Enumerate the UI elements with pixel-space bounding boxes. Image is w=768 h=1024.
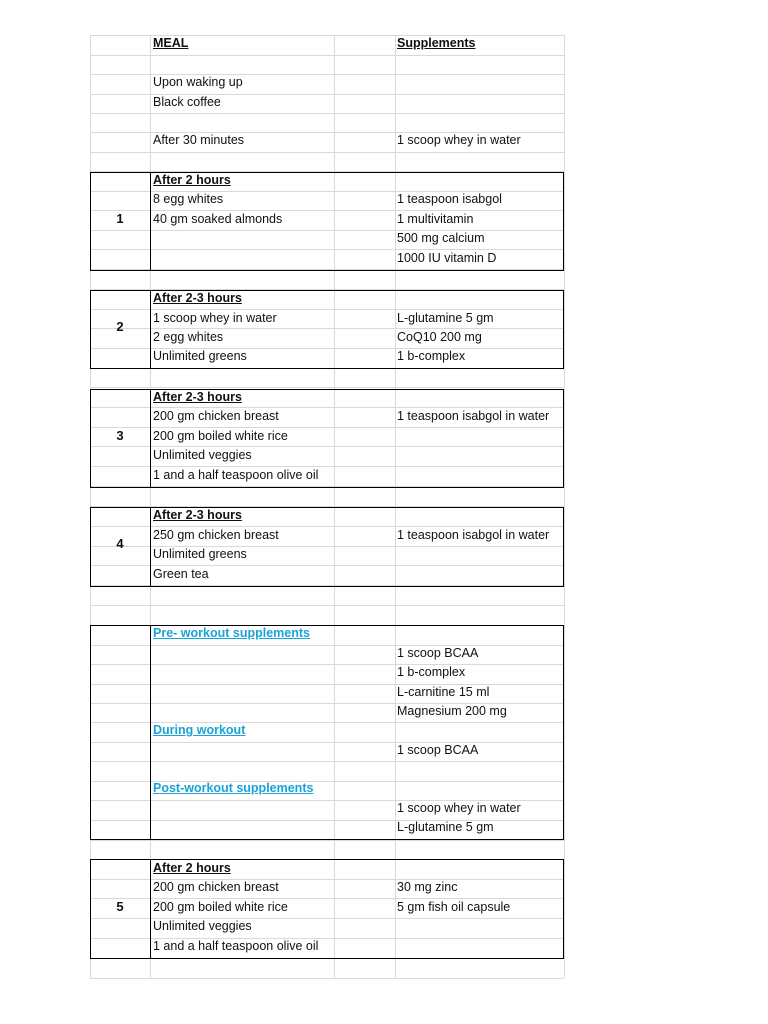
supplements-column-header: Supplements <box>397 36 476 50</box>
supplement-item: 1 b-complex <box>397 349 466 363</box>
meal-item: 1 and a half teaspoon olive oil <box>153 468 319 482</box>
supplement-item: 1 scoop BCAA <box>397 743 479 757</box>
meal-block-divider <box>150 290 151 369</box>
supplement-item: L-glutamine 5 gm <box>397 311 494 325</box>
supplement-item: 1 b-complex <box>397 665 466 679</box>
meal-block-divider <box>150 389 151 488</box>
supplement-item: 1 scoop BCAA <box>397 646 479 660</box>
meal-number: 1 <box>116 211 124 226</box>
meal-item: Unlimited veggies <box>153 919 252 933</box>
post-workout-heading: Post-workout supplements <box>153 781 314 795</box>
supplement-item: 1 teaspoon isabgol <box>397 192 502 206</box>
supplement-item: 1000 IU vitamin D <box>397 251 497 265</box>
meal-item: Unlimited greens <box>153 547 247 561</box>
supplement-item: 1 teaspoon isabgol in water <box>397 528 550 542</box>
meal-item: 1 and a half teaspoon olive oil <box>153 939 319 953</box>
meal-heading: After 2-3 hours <box>153 508 242 522</box>
meal-item: 200 gm boiled white rice <box>153 429 288 443</box>
meal-number: 5 <box>116 899 124 914</box>
grid-row-line <box>90 152 564 153</box>
supplement-item: 30 mg zinc <box>397 880 458 894</box>
grid-row-line <box>90 840 564 841</box>
meal-item: 200 gm chicken breast <box>153 880 279 894</box>
meal-item: 40 gm soaked almonds <box>153 212 283 226</box>
supplement-item: 500 mg calcium <box>397 231 485 245</box>
meal-number: 4 <box>116 536 124 551</box>
supplement-item: 1 teaspoon isabgol in water <box>397 409 550 423</box>
intro-supplement-text: 1 scoop whey in water <box>397 133 521 147</box>
meal-number: 3 <box>116 428 124 443</box>
meal-heading: After 2 hours <box>153 173 231 187</box>
meal-item: 250 gm chicken breast <box>153 528 279 542</box>
meal-heading: After 2-3 hours <box>153 390 242 404</box>
meal-item: 2 egg whites <box>153 330 224 344</box>
intro-meal-text: Black coffee <box>153 95 221 109</box>
supplement-item: 1 multivitamin <box>397 212 474 226</box>
grid-row-line <box>90 978 564 979</box>
during-workout-heading: During workout <box>153 723 246 737</box>
meal-number: 2 <box>116 319 124 334</box>
meal-heading: After 2 hours <box>153 861 231 875</box>
supplement-item: Magnesium 200 mg <box>397 704 507 718</box>
meal-block-divider <box>150 625 151 840</box>
meal-heading: After 2-3 hours <box>153 291 242 305</box>
grid-row-line <box>90 605 564 606</box>
supplement-item: L-glutamine 5 gm <box>397 820 494 834</box>
intro-meal-text: After 30 minutes <box>153 133 245 147</box>
grid-column-line <box>564 35 565 978</box>
supplement-item: 1 scoop whey in water <box>397 801 521 815</box>
meal-item: Unlimited veggies <box>153 448 252 462</box>
intro-meal-text: Upon waking up <box>153 75 243 89</box>
meal-item: 1 scoop whey in water <box>153 311 277 325</box>
meal-item: Unlimited greens <box>153 349 247 363</box>
grid-row-line <box>90 55 564 56</box>
supplement-item: 5 gm fish oil capsule <box>397 900 511 914</box>
meal-block-divider <box>150 859 151 959</box>
pre-workout-heading: Pre- workout supplements <box>153 626 310 640</box>
meal-item: 200 gm chicken breast <box>153 409 279 423</box>
supplement-item: L-carnitine 15 ml <box>397 685 490 699</box>
supplement-item: CoQ10 200 mg <box>397 330 482 344</box>
meal-block-divider <box>150 172 151 271</box>
meal-block-divider <box>150 507 151 587</box>
grid-row-line <box>90 113 564 114</box>
meal-item: Green tea <box>153 567 209 581</box>
meal-item: 200 gm boiled white rice <box>153 900 288 914</box>
meal-column-header: MEAL <box>153 36 189 50</box>
meal-item: 8 egg whites <box>153 192 224 206</box>
